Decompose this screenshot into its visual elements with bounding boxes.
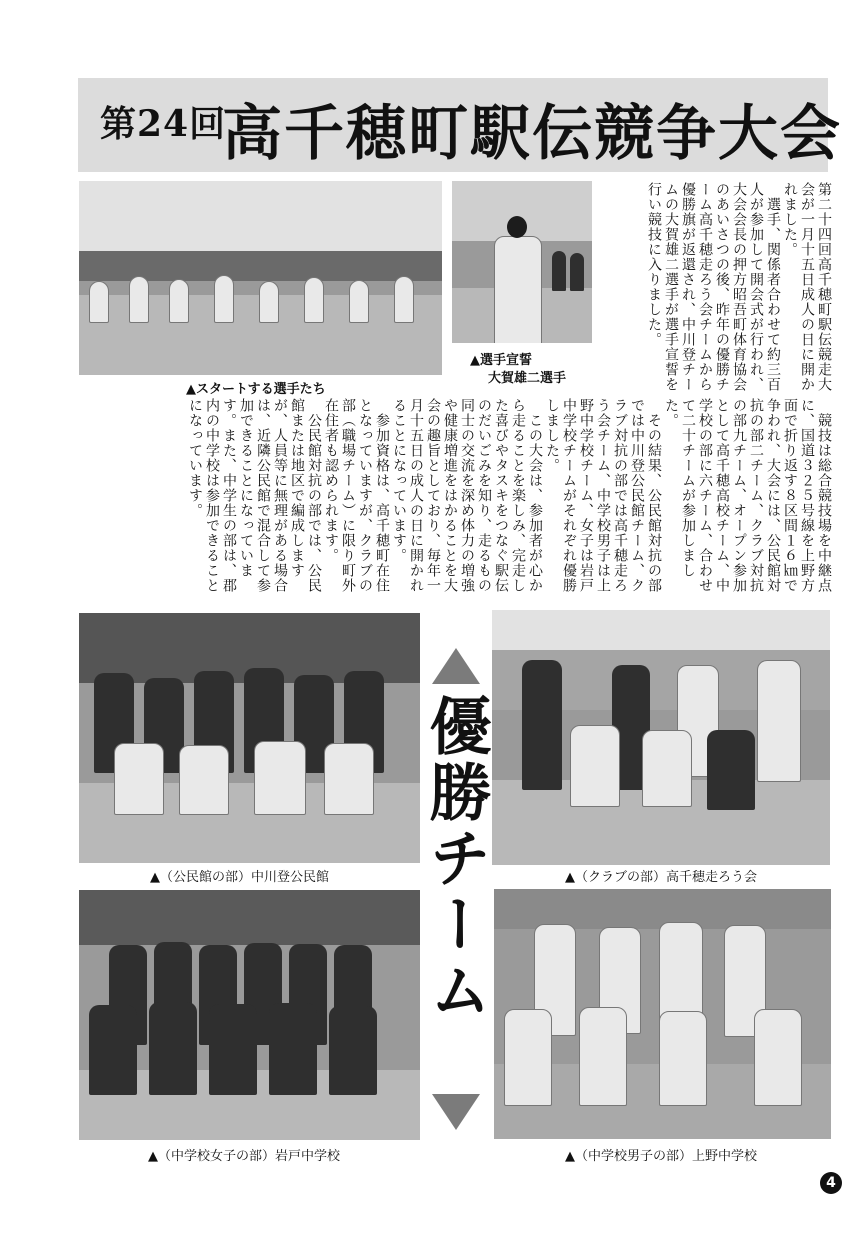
article-bottom-p3: この大会は、参加者が心から走ることを楽しみ、完走した喜びやタスキをつなぐ駅伝のだいごみを知り、走るもの同士の交流を深め体力の増強や健康増進をはかることを大会の趣旨としており、毎年一月十五日の成人の日に開かれることになっています。 (391, 398, 543, 593)
triangle-up-icon (432, 648, 480, 684)
center-title: 優勝チーム (419, 694, 492, 1024)
caption-boys: ▲（中学校男子の部）上野中学校 (565, 1149, 757, 1164)
article-bottom-p2: その結果、公民館対抗の部では中川登公民館チーム、クラブ対抗の部では高千穂走ろう会チーム、中学校男子は上野中学校チーム、女子は岩戸中学校チームがそれぞれ優勝しました。 (544, 398, 662, 593)
article-top-p2: 選手、関係者合わせて約三百人が参加して開会式が行われ、大会会長の押方昭吾町体育協会のあいさつの後、昨年の優勝チーム高千穂走ろう会チームから優勝旗が返還され、中川登チームの大賀雄二選手が選手宣誓を行い競技に入りました。 (646, 182, 781, 392)
article-bottom-p5: 公民館対抗の部では、公民館または地区で編成しますが、人員等に無理がある場合は、近隣公民館で混合して参加できることになっています。また、中学生の部は、郡内の中学校は参加できることになっています。 (187, 398, 322, 593)
photo-oath (452, 181, 592, 343)
caption-girls: ▲（中学校女子の部）岩戸中学校 (148, 1149, 340, 1164)
triangle-down-icon (432, 1094, 480, 1130)
article-top-p1: 第二十四回高千穂町駅伝競走大会が一月十五日成人の日に開かれました。 (782, 182, 832, 392)
page-number: 4 (820, 1172, 842, 1194)
photo-community (79, 613, 420, 863)
caption-oath-1: ▲選手宣誓 (470, 353, 532, 368)
photo-start (79, 181, 442, 375)
article-bottom-p4: 参加資格は、高千穂町在住となっていますが、クラブの部（職場チーム）に限り町外在住者も認められます。 (323, 398, 390, 593)
caption-community: ▲（公民館の部）中川登公民館 (150, 870, 329, 885)
caption-start: ▲スタートする選手たち (186, 382, 326, 397)
photo-club (492, 610, 830, 865)
caption-oath-2: 大賀雄二選手 (488, 371, 567, 386)
caption-club: ▲（クラブの部）高千穂走ろう会 (565, 870, 757, 885)
page-title: 高千穂町駅伝競争大会 (222, 99, 842, 169)
photo-boys (494, 889, 831, 1139)
title-prefix: 第24回 (100, 103, 227, 145)
article-top (600, 182, 832, 392)
article-bottom (84, 398, 832, 596)
article-bottom-p1: 競技は総合競技場を中継点に、国道３２５号線を上野方面で折り返す８区間１６㎞で争われ、大会には、公民館対抗の部二チーム、クラブ対抗の部九チーム、オープン参加として高千穂高校チーム、中学校の部に六チーム、合わせて二十チームが参加しました。 (663, 398, 832, 593)
photo-girls (79, 890, 420, 1140)
